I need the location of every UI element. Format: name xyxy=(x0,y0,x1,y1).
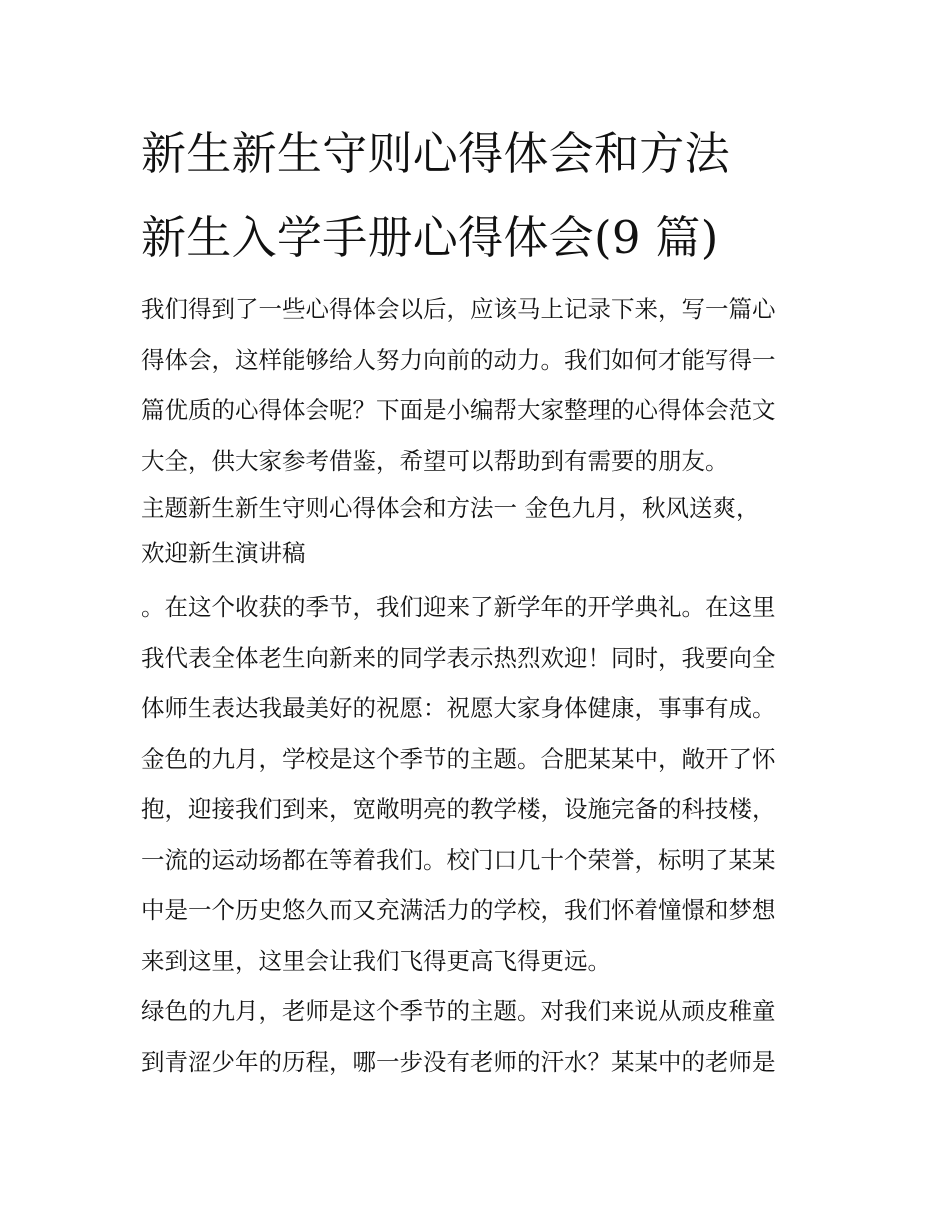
text-line: 到青涩少年的历程，哪一步没有老师的汗水？某某中的老师是 xyxy=(141,1047,776,1076)
text-line: 中是一个历史悠久而又充满活力的学校，我们怀着憧憬和梦想 xyxy=(141,896,776,924)
text-line: 我们得到了一些心得体会以后，应该马上记录下来，写一篇心 xyxy=(141,295,776,323)
text-line: 主题新生新生守则心得体会和方法一 金色九月，秋风送爽， xyxy=(141,494,760,522)
document-title xyxy=(141,112,813,280)
text-line: 抱，迎接我们到来，宽敞明亮的教学楼，设施完备的科技楼， xyxy=(141,795,776,823)
text-line: 金色的九月，学校是这个季节的主题。合肥某某中，敞开了怀 xyxy=(141,744,776,773)
document-page xyxy=(141,112,813,1087)
text-line: 绿色的九月，老师是这个季节的主题。对我们来说从顽皮稚童 xyxy=(141,997,776,1025)
text-line: 。在这个收获的季节，我们迎来了新学年的开学典礼。在这里 xyxy=(141,593,776,621)
text-line: 得体会，这样能够给人努力向前的动力。我们如何才能写得一 xyxy=(141,345,776,374)
text-line: 一流的运动场都在等着我们。校门口几十个荣誉，标明了某某 xyxy=(141,845,776,874)
topic-heading xyxy=(141,486,813,576)
text-line: 篇优质的心得体会呢？下面是小编帮大家整理的心得体会范文 xyxy=(141,396,776,424)
text-line: 欢迎新生演讲稿 xyxy=(141,539,306,567)
title-line: 新生入学手册心得体会(9 篇) xyxy=(141,211,719,264)
text-line: 体师生表达我最美好的祝愿：祝愿大家身体健康，事事有成。 xyxy=(141,694,776,722)
text-line: 我代表全体老生向新来的同学表示热烈欢迎！同时，我要向全 xyxy=(141,643,776,672)
text-line: 大全，供大家参考借鉴，希望可以帮助到有需要的朋友。 xyxy=(141,446,729,475)
body-paragraph xyxy=(141,986,813,1087)
intro-paragraph xyxy=(141,284,813,486)
title-line: 新生新生守则心得体会和方法 xyxy=(141,127,730,180)
text-line: 来到这里，这里会让我们飞得更高飞得更远。 xyxy=(141,946,611,975)
body-paragraph xyxy=(141,582,813,986)
